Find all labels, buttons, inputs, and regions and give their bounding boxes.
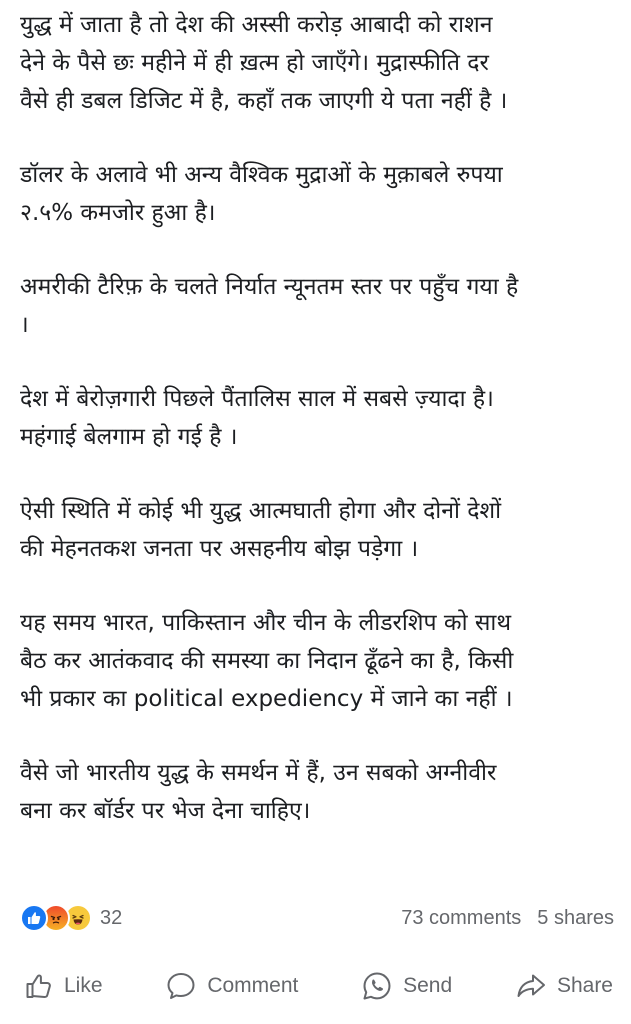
comment-button-label: Comment xyxy=(207,974,299,997)
share-arrow-icon xyxy=(515,971,547,1001)
reactions-summary[interactable] xyxy=(20,904,122,932)
send-button[interactable] xyxy=(361,970,452,1002)
post-text-line: बना कर बॉर्डर पर भेज देना चाहिए। xyxy=(20,798,311,824)
post-paragraph-2 xyxy=(20,156,616,232)
post-text-line: डॉलर के अलावे भी अन्य वैश्विक मुद्राओं के मुक़ाबले रुपया xyxy=(20,162,503,188)
post-text-line: महंगाई बेलगाम हो गई है । xyxy=(20,424,238,450)
post-text-line: वैसे ही डबल डिजिट में है, कहाँ तक जाएगी ये पता नहीं है । xyxy=(20,88,508,114)
like-button-label: Like xyxy=(64,974,103,997)
post-text-line: ऐसी स्थिति में कोई भी युद्ध आत्मघाती होगा और दोनों देशों xyxy=(20,498,502,524)
like-reaction-icon xyxy=(20,904,48,932)
post-text-line: देने के पैसे छः महीने में ही ख़त्म हो जाएँगे। मुद्रास्फीति दर xyxy=(20,50,489,76)
post-text-line: यह समय भारत, पाकिस्तान और चीन के लीडरशिप को साथ xyxy=(20,610,512,636)
post-text-line: भी प्रकार का political expediency में जाने का नहीं । xyxy=(20,686,513,712)
post-text-line: । xyxy=(20,312,29,338)
post-body xyxy=(20,6,616,866)
comment-bubble-icon xyxy=(165,970,197,1002)
reaction-count: 32 xyxy=(100,906,123,929)
send-button-label: Send xyxy=(403,974,453,997)
post-paragraph-1 xyxy=(20,6,616,120)
post-paragraph-4 xyxy=(20,380,616,456)
post-stats-bar xyxy=(20,898,614,938)
share-button[interactable] xyxy=(515,971,613,1001)
post-text-line: वैसे जो भारतीय युद्ध के समर्थन में हैं, उन सबको अग्नीवीर xyxy=(20,760,497,786)
thumbs-up-icon xyxy=(24,971,54,1001)
comments-count-link[interactable]: 73 comments xyxy=(401,906,522,929)
post-paragraph-3 xyxy=(20,268,616,344)
post-text-line: २.५% कमजोर हुआ है। xyxy=(20,200,216,226)
post-text-line: युद्ध में जाता है तो देश की अस्सी करोड़ आबादी को राशन xyxy=(20,12,493,38)
engagement-counts xyxy=(401,907,614,930)
whatsapp-icon xyxy=(361,970,393,1002)
post-paragraph-6 xyxy=(20,604,616,718)
post-text-line: अमरीकी टैरिफ़ के चलते निर्यात न्यूनतम स्तर पर पहुँच गया है xyxy=(20,274,519,300)
comment-button[interactable] xyxy=(165,970,298,1002)
shares-count-link[interactable]: 5 shares xyxy=(537,906,614,929)
post-action-bar xyxy=(0,958,631,1014)
post-text-line: देश में बेरोज़गारी पिछले पैंतालिस साल में सबसे ज़्यादा है। xyxy=(20,386,494,412)
like-button[interactable] xyxy=(24,971,103,1001)
post-text-line: बैठ कर आतंकवाद की समस्या का निदान ढूँढने का है, किसी xyxy=(20,648,514,674)
post-paragraph-7 xyxy=(20,754,616,830)
post-text-line: की मेहनतकश जनता पर असहनीय बोझ पड़ेगा । xyxy=(20,536,419,562)
post-paragraph-5 xyxy=(20,492,616,568)
share-button-label: Share xyxy=(556,974,613,997)
